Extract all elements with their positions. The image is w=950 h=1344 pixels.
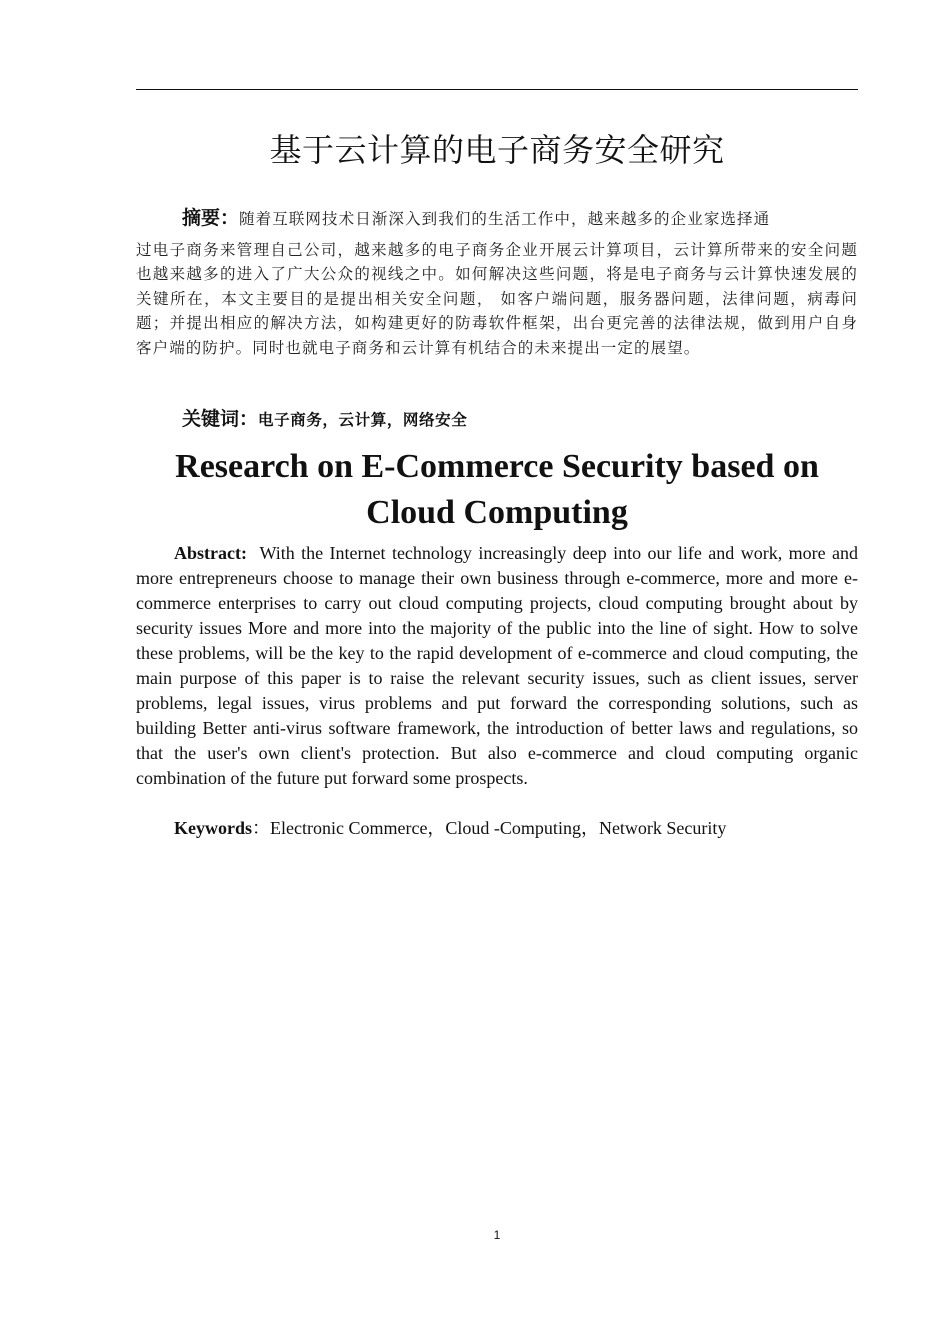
chinese-abstract [136,206,858,360]
english-keywords-label: Keywords [174,818,252,838]
chinese-keywords [182,406,858,433]
header-rule [136,89,858,90]
english-title: Research on E-Commerce Security based on Cloud Computing [175,448,819,531]
english-keywords-value: ：Electronic Commerce，Cloud -Computing，Network Security [252,818,727,838]
chinese-abstract-label: 摘要： [182,207,240,229]
english-keywords [136,816,858,841]
english-abstract [136,541,858,791]
chinese-abstract-first-line-text: 随着互联网技术日渐深入到我们的生活工作中，越来越多的企业家选择通 [239,210,771,228]
page-number: 1 [493,1228,501,1242]
chinese-title: 基于云计算的电子商务安全研究 [269,131,725,169]
chinese-abstract-body: 过电子商务来管理自己公司，越来越多的电子商务企业开展云计算项目，云计算所带来的安全问题也越来越多的进入了广大公众的视线之中。如何解决这些问题，将是电子商务与云计算快速发展的关键所在，本文主要目的是提出相关安全问题， 如客户端问题，服务器问题，法律问题，病毒问题；并提出相应的解决方法，如构建更好的防毒软件框架，出台更完善的法律法规，做到用户自身客户端的防护。同时也就电子商务和云计算有机结合的未来提出一定的展望。 [136,240,858,357]
chinese-keywords-label: 关键词： [182,408,259,430]
english-abstract-label: Abstract: [174,543,247,563]
chinese-keywords-value: 电子商务，云计算，网络安全 [258,411,468,429]
english-abstract-body: With the Internet technology increasingly deep into our life and work, more and more entrepreneurs choose to manage their own business through e-commerce, more and more e-commerce enterprises to carry out cloud computing projects, cloud computing brought about by security issues More and more into the majority of the public into the line of sight. How to solve these problems, will be the key to the rapid development of e-commerce and cloud computing, the main purpose of this paper is to raise the relevant security issues, such as client issues, server problems, legal issues, virus problems and put forward the corresponding solutions, such as building Better anti-virus software framework, the introduction of better laws and regulations, so that the user's own client's protection. But also e-commerce and cloud computing organic combination of the future put forward some prospects. [136,543,858,788]
chinese-abstract-first-line [136,206,858,232]
